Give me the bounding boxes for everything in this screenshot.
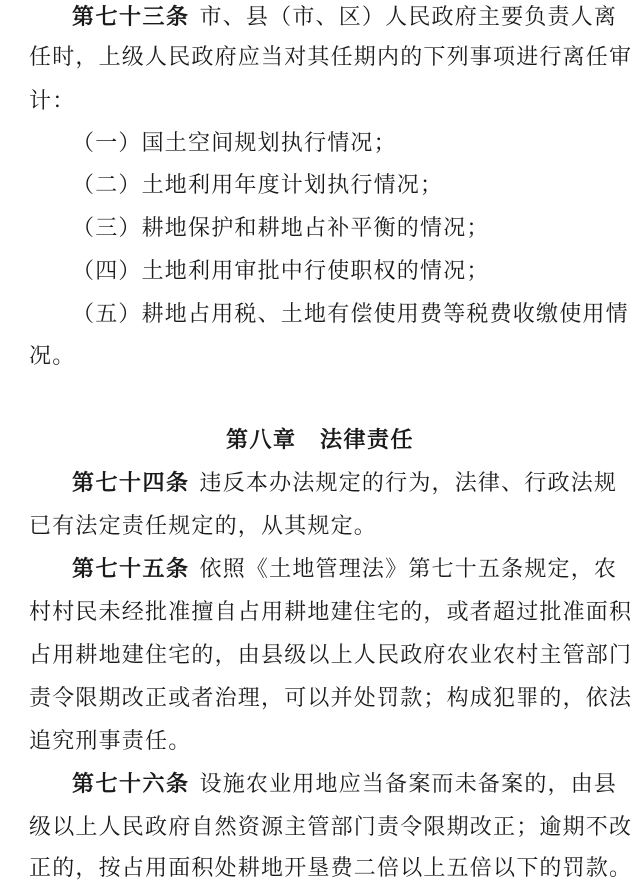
article-73-line-1 xyxy=(72,0,618,40)
article-73-item-2: （二）土地利用年度计划执行情况； xyxy=(72,173,444,198)
article-73-line-2: 任时，上级人民政府应当对其任期内的下列事项进行离任审 xyxy=(29,45,633,70)
article-75-line-3: 占用耕地建住宅的，由县级以上人民政府农业农村主管部门 xyxy=(29,643,633,668)
article-76-line-3: 正的，按占用面积处耕地开垦费二倍以上五倍以下的罚款。 xyxy=(29,856,633,881)
article-74-text: 违反本办法规定的行为，法律、行政法规 xyxy=(199,471,618,496)
article-75-line-1 xyxy=(72,548,618,592)
article-73-line-3: 计： xyxy=(29,89,76,114)
article-73-item-4: （四）土地利用审批中行使职权的情况； xyxy=(72,259,490,284)
article-73-item-5: （五）耕地占用税、土地有偿使用费等税费收缴使用情 xyxy=(72,302,629,327)
article-75-text: 依照《土地管理法》第七十五条规定，农 xyxy=(199,557,618,582)
article-73-text: 市、县（市、区）人民政府主要负责人离 xyxy=(199,5,618,30)
article-76-text: 设施农业用地应当备案而未备案的，由县 xyxy=(199,772,618,797)
article-73-label: 第七十三条 xyxy=(72,5,190,30)
article-75-line-5: 追究刑事责任。 xyxy=(29,729,192,754)
article-74-line-2: 已有法定责任规定的，从其规定。 xyxy=(29,514,378,539)
article-74-line-1 xyxy=(72,462,618,506)
article-75-line-4: 责令限期改正或者治理，可以并处罚款；构成犯罪的，依法 xyxy=(29,686,633,711)
article-75-line-2: 村村民未经批准擅自占用耕地建住宅的，或者超过批准面积 xyxy=(29,600,633,625)
article-76-line-2: 级以上人民政府自然资源主管部门责令限期改正；逾期不改 xyxy=(29,815,633,840)
article-73-item-3: （三）耕地保护和耕地占补平衡的情况； xyxy=(72,216,490,241)
article-76-line-1 xyxy=(72,763,618,807)
chapter-heading: 第八章 法律责任 xyxy=(225,427,414,453)
article-75-label: 第七十五条 xyxy=(72,557,190,582)
article-73-item-5-cont: 况。 xyxy=(29,344,76,369)
article-76-label: 第七十六条 xyxy=(72,772,190,797)
article-74-label: 第七十四条 xyxy=(72,471,190,496)
article-73-item-1: （一）国土空间规划执行情况； xyxy=(72,131,397,156)
